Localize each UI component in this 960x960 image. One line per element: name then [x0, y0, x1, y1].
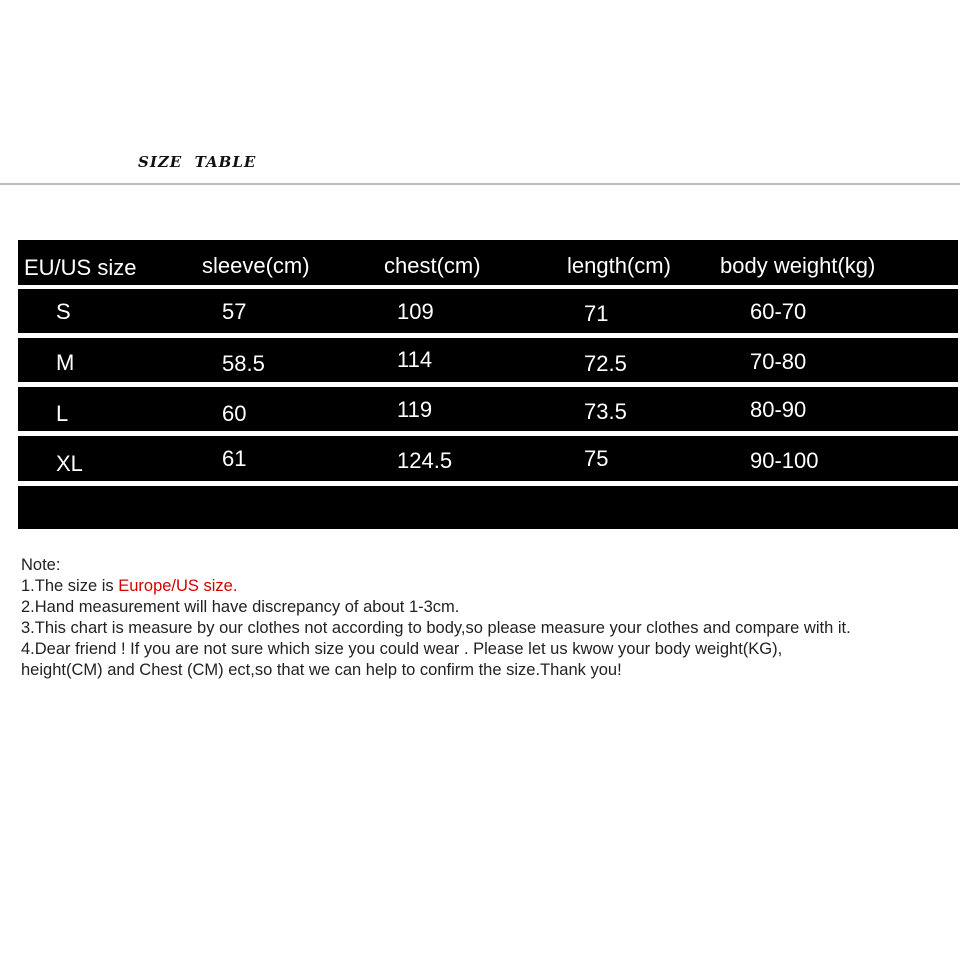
- table-row: [18, 387, 958, 431]
- cell-sleeve: 58.5: [222, 351, 265, 376]
- cell-length: 75: [584, 446, 609, 471]
- note-4: 4.Dear friend ! If you are not sure which size you could wear . Please let us kwow your body weight(KG),: [21, 640, 783, 658]
- note-3: 3.This chart is measure by our clothes not according to body,so please measure your clothes and compare with it.: [21, 619, 851, 637]
- header-size: EU/US size: [24, 255, 137, 280]
- cell-length: 71: [584, 301, 609, 326]
- table-row: [18, 289, 958, 333]
- note-4-continued: height(CM) and Chest (CM) ect,so that we can help to confirm the size.Thank you!: [21, 661, 622, 679]
- note-1-highlight: Europe/US size.: [118, 577, 238, 595]
- note-1: [21, 576, 951, 597]
- page-title: SIZE TABLE: [138, 153, 257, 171]
- cell-body-weight: 70-80: [750, 349, 807, 374]
- cell-size: XL: [56, 451, 83, 476]
- cell-sleeve: 61: [222, 446, 247, 471]
- cell-chest: 119: [397, 397, 433, 422]
- cell-body-weight: 80-90: [750, 397, 807, 422]
- table-footer-row: [18, 486, 958, 529]
- cell-chest: 124.5: [397, 448, 453, 473]
- divider: [0, 183, 960, 185]
- cell-size: S: [56, 299, 71, 324]
- cell-length: 72.5: [584, 351, 627, 376]
- notes-heading: Note:: [21, 556, 61, 574]
- cell-size: L: [56, 401, 69, 426]
- header-sleeve: sleeve(cm): [202, 253, 310, 278]
- note-1-text: 1.The size is: [21, 577, 119, 595]
- cell-body-weight: 60-70: [750, 299, 807, 324]
- header-body-weight: body weight(kg): [720, 253, 876, 278]
- notes-section: [21, 555, 951, 681]
- note-2: 2.Hand measurement will have discrepancy of about 1-3cm.: [21, 598, 460, 616]
- header-length: length(cm): [567, 253, 671, 278]
- cell-chest: 114: [397, 347, 433, 372]
- cell-chest: 109: [397, 299, 434, 324]
- table-row: [18, 338, 958, 382]
- header-chest: chest(cm): [384, 253, 481, 278]
- cell-sleeve: 60: [222, 401, 247, 426]
- cell-body-weight: 90-100: [750, 448, 819, 473]
- cell-sleeve: 57: [222, 299, 247, 324]
- cell-size: M: [56, 350, 75, 375]
- cell-length: 73.5: [584, 399, 627, 424]
